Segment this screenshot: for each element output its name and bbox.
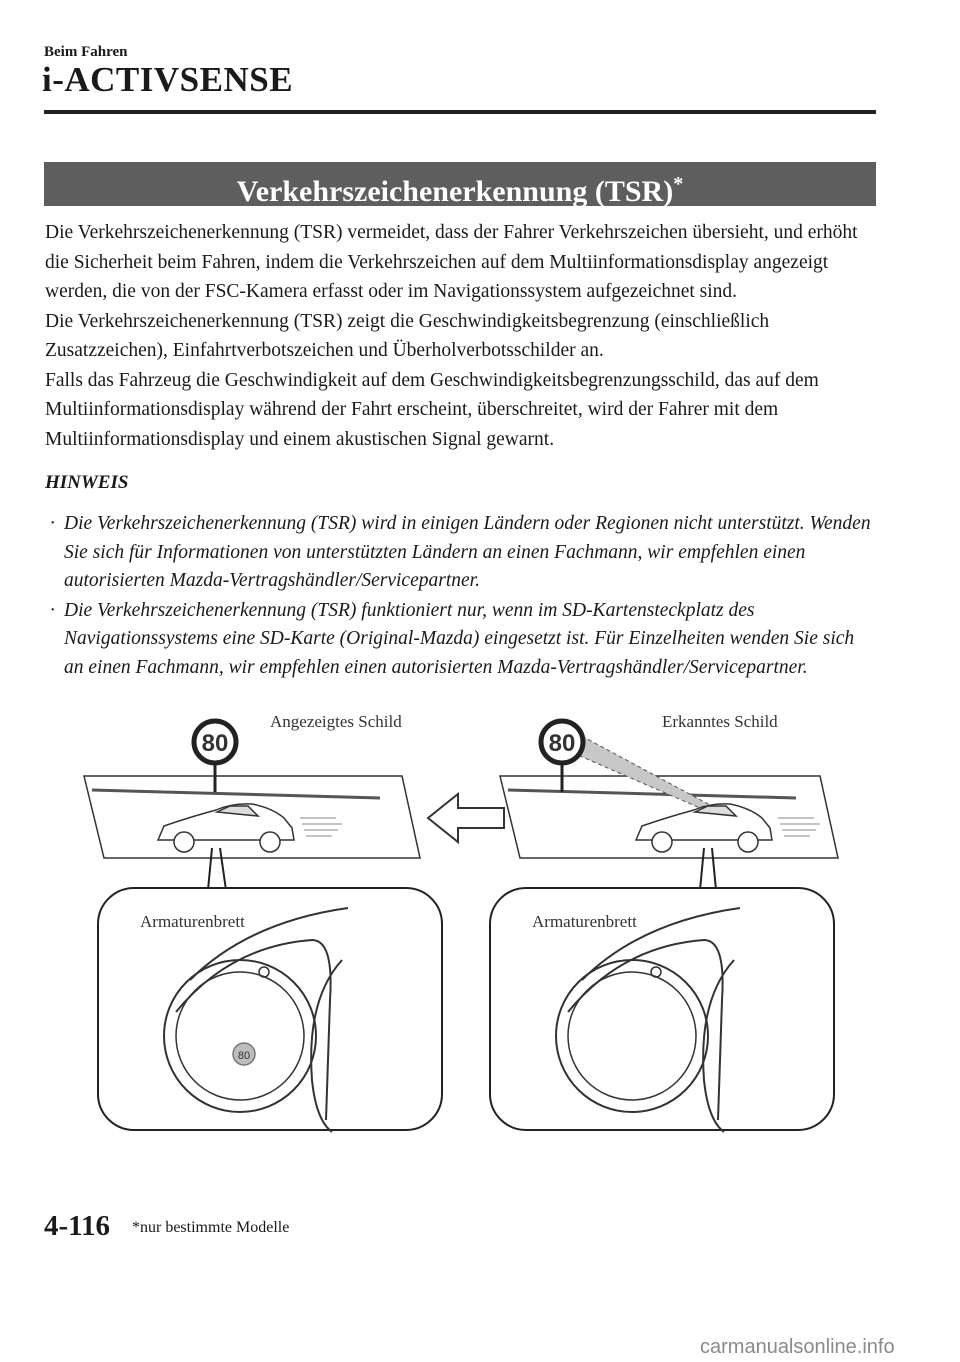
display-sign-value: 80	[237, 1050, 251, 1062]
intro-paragraph: Die Verkehrszeichenerkennung (TSR) vermeidet, dass der Fahrer Verkehrszeichen übersieht, und erhöht die Sicherheit beim Fahren, indem die Verkehrszeichen auf dem Multiinformationsdisplay angezeigt werden, die von der FSC-Kamera erfasst oder im Navigationssystem aufgezeichnet sind.	[45, 222, 858, 302]
intro-paragraph: Falls das Fahrzeug die Geschwindigkeit auf dem Geschwindigkeitsbegrenzungsschild, das auf dem Multiinformationsdisplay während der Fahrt erscheint, überschreitet, wird der Fahrer mit dem Multiinformationsdisplay und einem akustischen Signal gewarnt.	[45, 369, 819, 450]
dashboard-label-right: Armaturenbrett	[532, 912, 637, 931]
note-item-text: Die Verkehrszeichenerkennung (TSR) funktioniert nur, wenn im SD-Kartensteckplatz des Navigationssystems eine SD-Karte (Original-Mazda) eingesetzt ist. Für Einzelheiten wenden Sie sich an einen Fachmann, wir empfehlen einen autorisierten Mazda-Vertragshändler/Servicepartner.	[64, 599, 855, 678]
section-banner	[44, 162, 876, 206]
label-detected-sign: Erkanntes Schild	[662, 712, 778, 731]
bullet-icon: ·	[50, 599, 55, 621]
label-displayed-sign: Angezeigtes Schild	[270, 712, 402, 731]
note-item	[45, 510, 875, 596]
section-kicker: Beim Fahren	[44, 44, 128, 60]
intro-paragraph: Die Verkehrszeichenerkennung (TSR) zeigt die Geschwindigkeitsbegrenzung (einschließlich Zusatzzeichen), Einfahrtverbotszeichen und Überholverbotsschilder an.	[45, 310, 770, 361]
dashboard-label-left: Armaturenbrett	[140, 912, 245, 931]
page-number: 4-116	[44, 1210, 111, 1242]
note-heading: HINWEIS	[45, 472, 129, 493]
note-item-text: Die Verkehrszeichenerkennung (TSR) wird in einigen Ländern oder Regionen nicht unterstützt. Wenden Sie sich für Informationen von unterstützten Ländern an einen Fachmann, wir empfehlen einen autorisierten Mazda-Vertragshändler/Servicepartner.	[64, 513, 871, 591]
chapter-title: i-ACTIVSENSE	[42, 60, 294, 99]
section-title: Verkehrszeichenerkennung (TSR)	[236, 175, 674, 208]
note-list	[45, 510, 875, 683]
tsr-illustration-drawing	[80, 700, 840, 1140]
watermark: carmanualsonline.info	[700, 1336, 895, 1358]
intro-text	[45, 218, 875, 454]
header-rule	[44, 110, 876, 114]
speed-sign-right-value: 80	[548, 730, 576, 757]
footnote: *nur bestimmte Modelle	[132, 1219, 290, 1236]
footnote-marker: *	[673, 173, 684, 195]
speed-sign-left-value: 80	[201, 730, 229, 757]
note-item	[45, 597, 875, 683]
arrow-left-icon	[428, 794, 504, 842]
bullet-icon: ·	[50, 513, 55, 534]
tsr-illustration	[80, 700, 840, 1140]
